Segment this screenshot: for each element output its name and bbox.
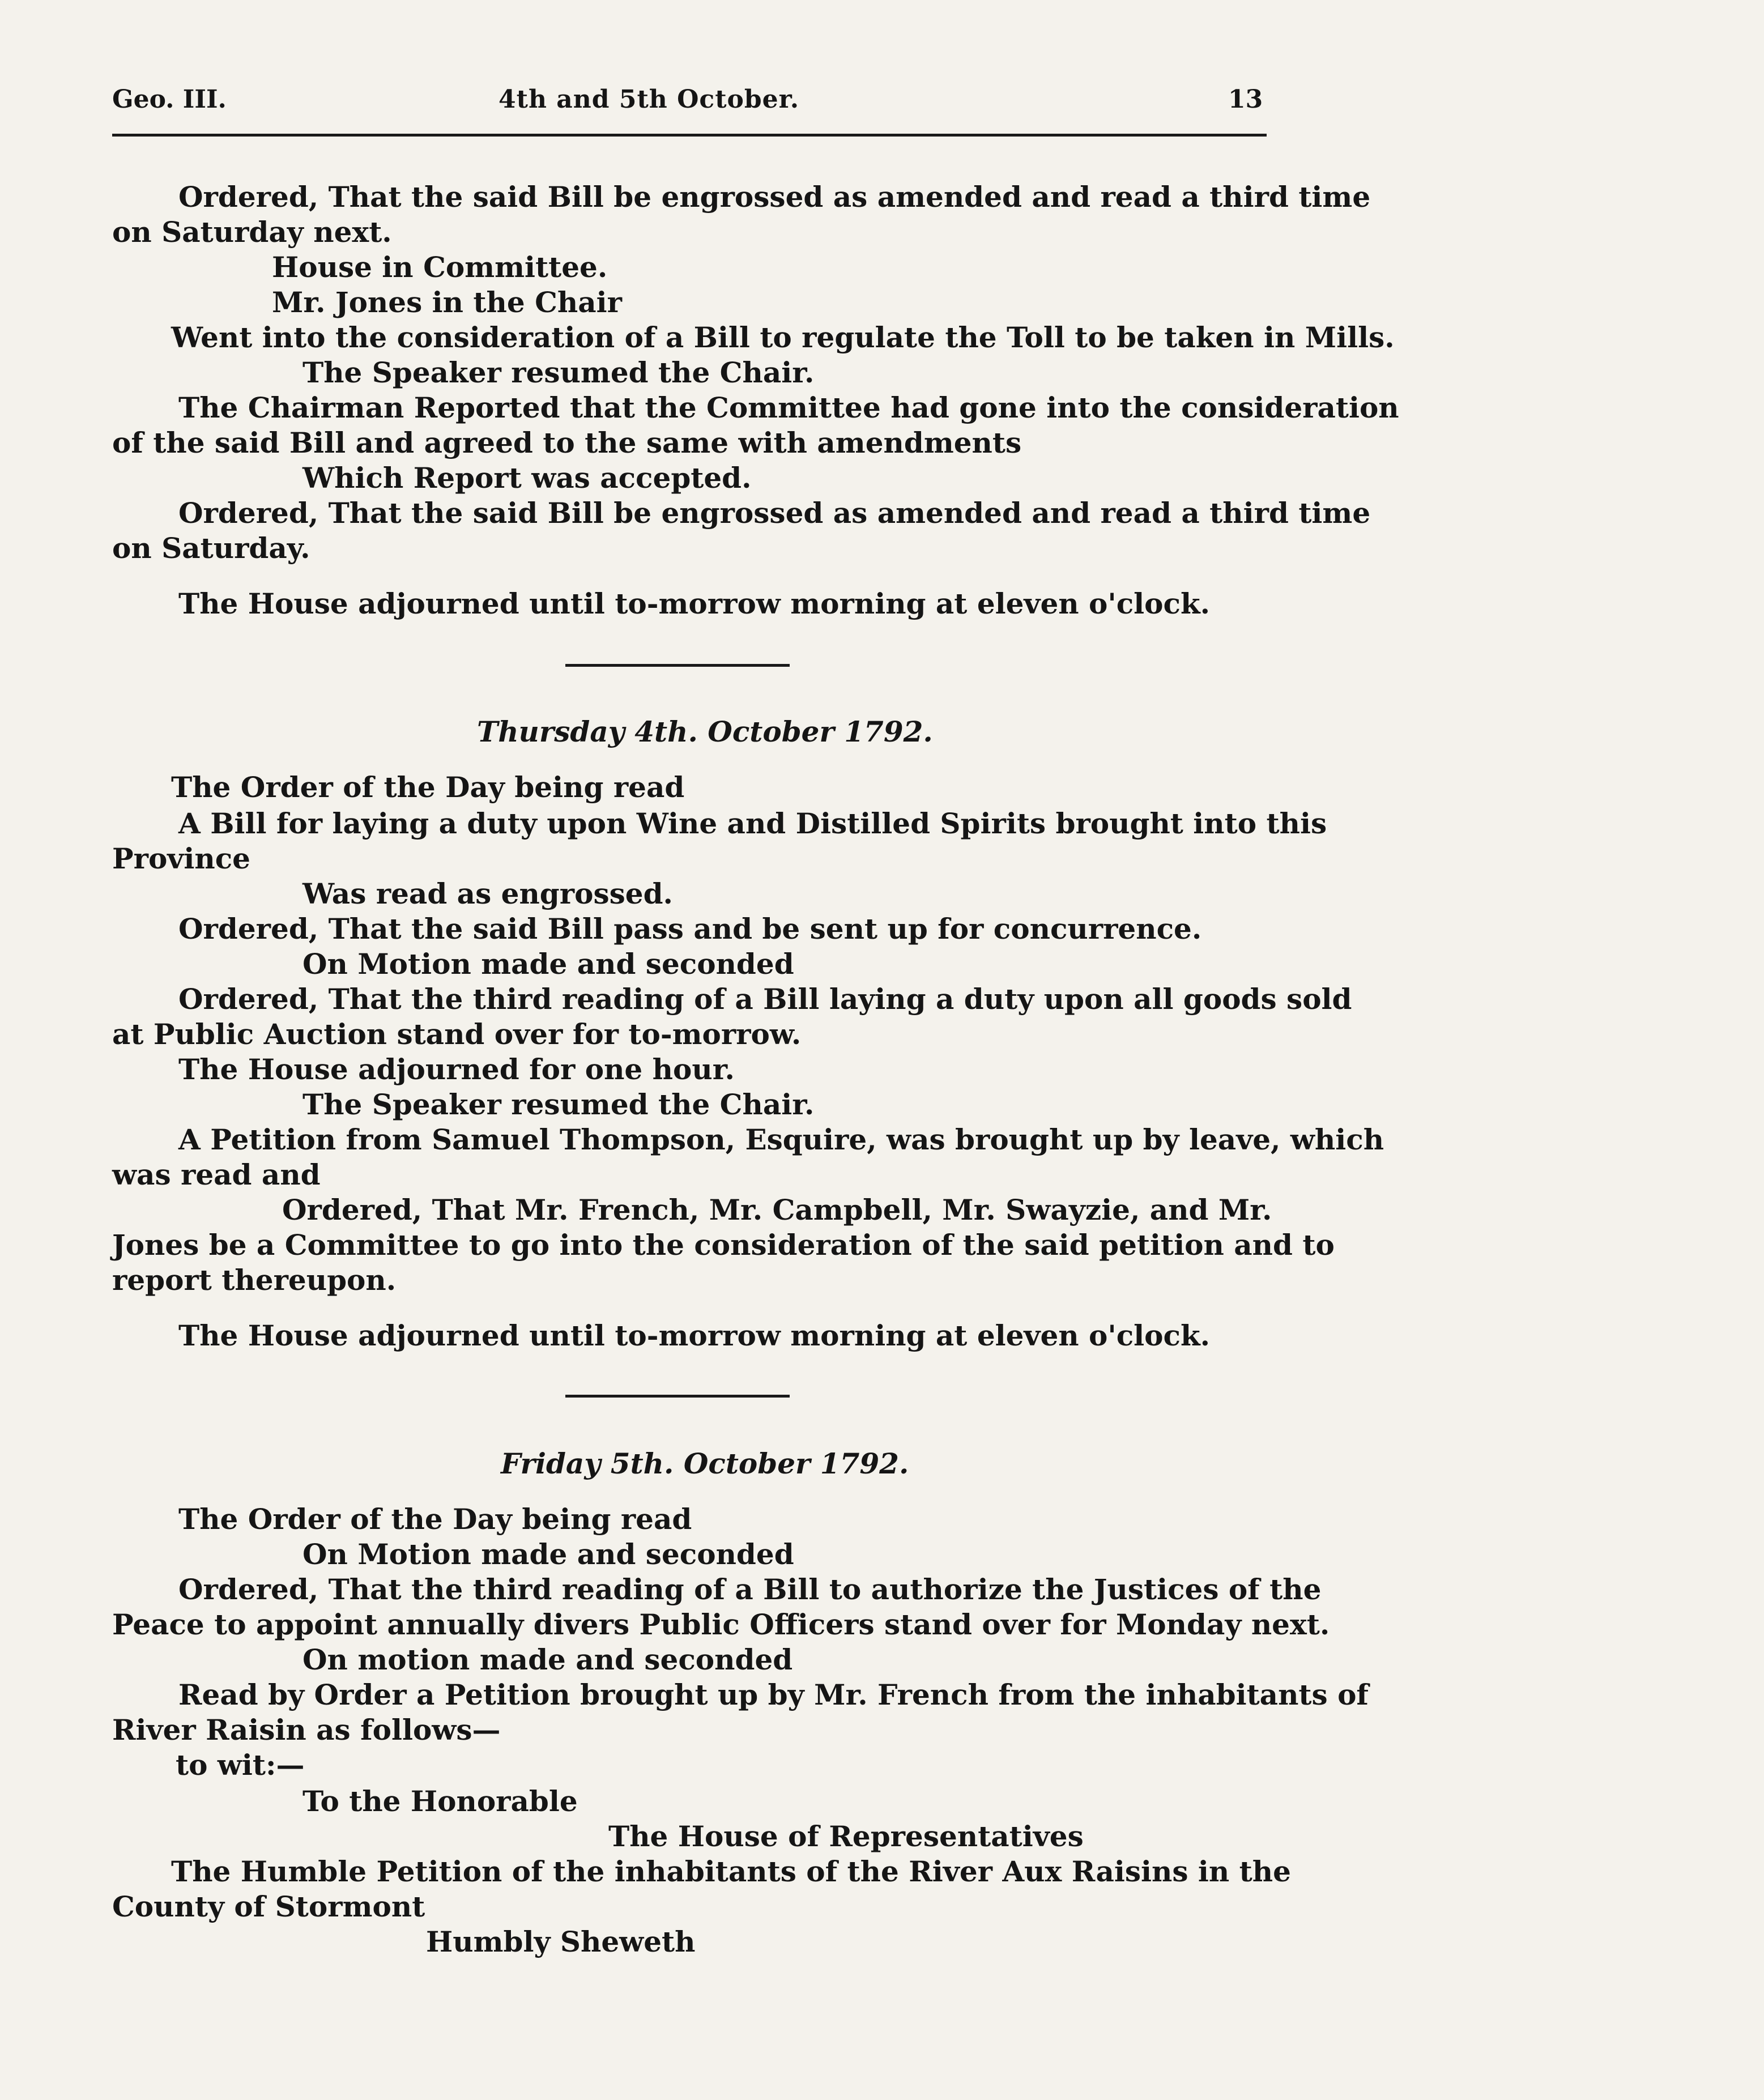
text-line: Province: [112, 842, 250, 875]
text-line: On motion made and seconded: [302, 1643, 793, 1676]
text-line: Ordered, That the said Bill be engrossed as amended and read a third time: [178, 180, 1371, 214]
text-line: The House adjourned for one hour.: [178, 1053, 735, 1086]
text-line: Ordered, That the said Bill be engrossed as amended and read a third time: [178, 496, 1371, 530]
text-line: A Bill for laying a duty upon Wine and Distilled Spirits brought into this: [178, 807, 1327, 840]
section-date-heading: Friday 5th. October 1792.: [501, 1447, 909, 1480]
address-line: To the Honorable: [302, 1784, 578, 1818]
header-rule: [112, 134, 1267, 137]
text-line: River Raisin as follows—: [112, 1713, 501, 1747]
text-line: On Motion made and seconded: [302, 1537, 794, 1571]
text-line: Jones be a Committee to go into the consideration of the said petition and to: [112, 1228, 1335, 1262]
text-line: Mr. Jones in the Chair: [272, 286, 622, 319]
header-reign: Geo. III.: [112, 85, 227, 114]
address-line: The House of Representatives: [608, 1820, 1084, 1853]
section-separator: [565, 664, 790, 667]
text-line: The Speaker resumed the Chair.: [302, 1088, 815, 1121]
text-line: Went into the consideration of a Bill to regulate the Toll to be taken in Mills.: [171, 321, 1395, 354]
text-line: Ordered, That the said Bill pass and be sent up for concurrence.: [178, 912, 1202, 945]
running-header: [0, 85, 1386, 125]
text-line: on Saturday next.: [112, 215, 392, 249]
text-line: Which Report was accepted.: [302, 461, 752, 495]
adjournment-line: The House adjourned until to-morrow morning at eleven o'clock.: [178, 1319, 1210, 1352]
text-line: Read by Order a Petition brought up by Mr. French from the inhabitants of: [178, 1678, 1369, 1711]
text-line: Ordered, That Mr. French, Mr. Campbell, Mr. Swayzie, and Mr.: [282, 1193, 1272, 1226]
text-line: A Petition from Samuel Thompson, Esquire, was brought up by leave, which: [178, 1123, 1384, 1156]
text-line: County of Stormont: [112, 1890, 425, 1923]
text-line: The Chairman Reported that the Committee had gone into the consideration: [178, 391, 1399, 424]
text-line: to wit:—: [176, 1748, 305, 1782]
text-line: of the said Bill and agreed to the same with amendments: [112, 426, 1022, 459]
text-line: report thereupon.: [112, 1263, 397, 1297]
section-separator: [565, 1395, 790, 1398]
text-line: The Order of the Day being read: [171, 770, 685, 804]
section-date-heading: Thursday 4th. October 1792.: [477, 715, 933, 748]
text-line: was read and: [112, 1158, 321, 1191]
text-line: The Humble Petition of the inhabitants of the River Aux Raisins in the: [171, 1855, 1291, 1888]
adjournment-line: The House adjourned until to-morrow morning at eleven o'clock.: [178, 587, 1210, 620]
header-dates: 4th and 5th October.: [498, 85, 800, 114]
text-line: Ordered, That the third reading of a Bill laying a duty upon all goods sold: [178, 982, 1352, 1016]
text-line: On Motion made and seconded: [302, 947, 794, 981]
text-line: The Order of the Day being read: [178, 1502, 692, 1536]
text-line: House in Committee.: [272, 250, 608, 284]
text-line: Ordered, That the third reading of a Bill to authorize the Justices of the: [178, 1573, 1322, 1606]
text-line: on Saturday.: [112, 531, 310, 565]
text-line: Humbly Sheweth: [426, 1925, 696, 1958]
text-line: at Public Auction stand over for to-morrow.: [112, 1017, 802, 1051]
text-line: Was read as engrossed.: [302, 877, 673, 910]
text-line: Peace to appoint annually divers Public Officers stand over for Monday next.: [112, 1608, 1330, 1641]
page-number: 13: [1228, 85, 1263, 114]
text-line: The Speaker resumed the Chair.: [302, 356, 815, 389]
